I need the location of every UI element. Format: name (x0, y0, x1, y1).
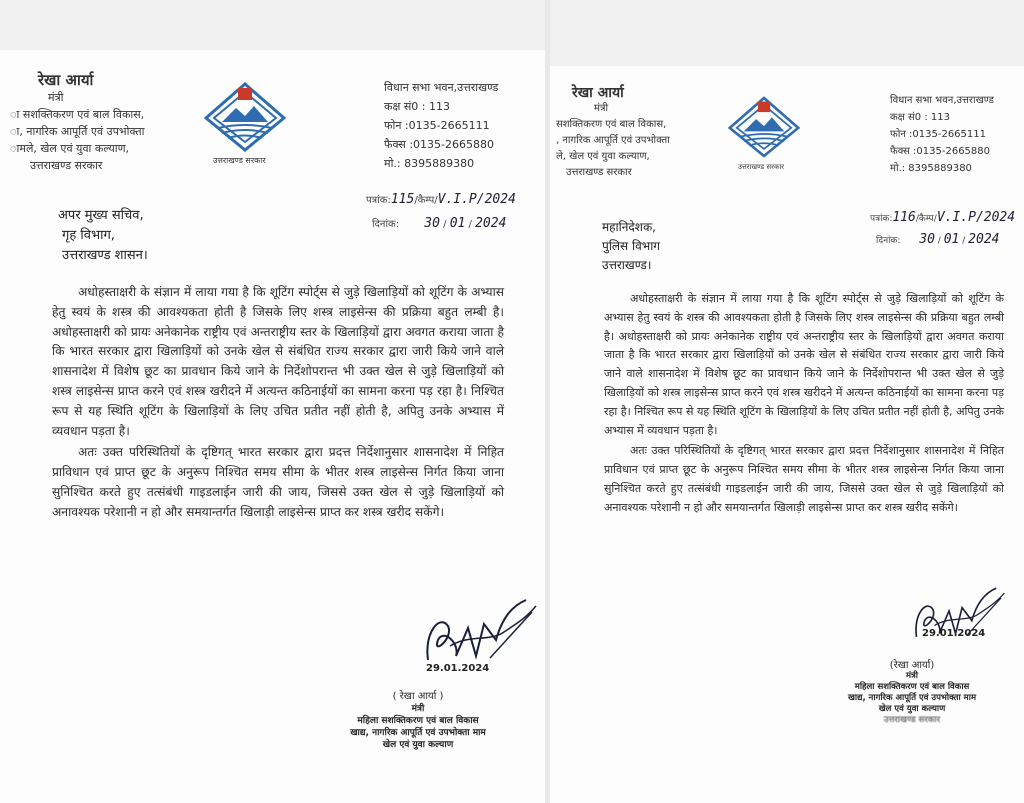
signatory-post: मंत्री (411, 704, 425, 714)
office-contact (384, 78, 498, 173)
signatory-line: खाद्य, नागरिक आपूर्ति एवं उपभोक्ता माम (847, 693, 977, 703)
reference-date: दिनांक: 30 / 01 / 2024 (372, 216, 507, 231)
office-contact (890, 92, 994, 177)
signatory-line: महिला सशक्तिकरण एवं बाल विकास (854, 682, 970, 692)
body-paragraph: अधोहस्ताक्षरी के संज्ञान में लाया गया है कि शूटिंग स्पोर्ट्स से जुड़े खिलाड़ियों को शूटिंग के अभ्यास हेतु स्वयं के शस्त्र की आवश्यकता होती है जिसके लिए शस्त्र लाइसेन्स की प्रक्रिया बहुत लम्बी है। अधोहस्ताक्षरी को प्रायः अनेकानेक राष्ट्रीय एवं अन्तराष्ट्रीय स्तर के खिलाड़ियों द्वारा अवगत कराया जाता है कि भारत सरकार द्वारा खिलाड़ियों को उनके खेल से संबंधित राज्य सरकार द्वारा जारी किये जाने वाले शासनादेश में विशेष छूट का प्रावधान किये जाने के निर्देशोपरान्त भी उक्त खेल से जुड़े खिलाड़ियों को शस्त्र लाइसेन्स प्राप्त करने एवं शस्त्र खरीदने में अत्यन्त कठिनाईयों का सामना करना पड़ रहा है। निश्चित रूप से यह स्थिति शूटिंग के खिलाड़ियों के लिए उचित प्रतीत नहीं होती है, अपितु उनके अभ्यास में व्यवधान पड़ता है। (52, 285, 504, 438)
reference-date: दिनांक: 30 / 01 / 2024 (876, 232, 1000, 247)
body-paragraph: अधोहस्ताक्षरी के संज्ञान में लाया गया है कि शूटिंग स्पोर्ट्स से जुड़े खिलाड़ियों को शूटिंग के अभ्यास हेतु स्वयं के शस्त्र की आवश्यकता होती है जिसके लिए शस्त्र लाइसेन्स की प्रक्रिया बहुत लम्बी है। अधोहस्ताक्षरी को प्रायः अनेकानेक राष्ट्रीय एवं अन्तराष्ट्रीय स्तर के खिलाड़ियों द्वारा अवगत कराया जाता है कि भारत सरकार द्वारा खिलाड़ियों को उनके खेल से संबंधित राज्य सरकार द्वारा जारी किये जाने वाले शासनादेश में विशेष छूट का प्रावधान किये जाने के निर्देशोपरान्त भी उक्त खेल से जुड़े खिलाड़ियों को शस्त्र लाइसेन्स प्राप्त करने एवं शस्त्र खरीदने में अत्यन्त कठिनाईयों का सामना करना पड़ रहा है। निश्चित रूप से यह स्थिति शूटिंग के खिलाड़ियों के लिए उचित प्रतीत नहीं होती है, अपितु उनके अभ्यास में व्यवधान पड़ता है। (604, 292, 1004, 437)
office-mobile: मो.: 8395889380 (890, 163, 972, 174)
photo-top-margin (550, 0, 1024, 66)
body-paragraph: अतः उक्त परिस्थितियों के दृष्टिगत् भारत सरकार द्वारा प्रदत्त निर्देशानुसार शासनादेश में निहित प्राविधान एवं प्राप्त छूट के अनुरूप निश्चित समय सीमा के भीतर शस्त्र लाइसेन्स निर्गत किया जाना सुनिश्चित करते हुए तत्संबंधी गाइडलाईन जारी की जाय, जिससे उक्त खेल से जुड़े खिलाड़ियों को अनावश्यक परेशानी न हो और समयान्तर्गत खिलाड़ी लाइसेन्स प्राप्त कर शस्त्र खरीद सकेंगे। (52, 445, 504, 519)
emblem-caption: उत्तराखण्ड सरकार (213, 156, 266, 165)
signatory-name: ( रेखा आर्या ) (392, 691, 444, 702)
signature-block (822, 660, 1002, 726)
minister-government: उत्तराखण्ड सरकार (566, 167, 632, 178)
office-phone: फोन :0135-2665111 (890, 129, 986, 140)
minister-portfolio-line: ले, खेल एवं युवा कल्याण, (556, 151, 650, 162)
signatory-post: मंत्री (906, 671, 918, 681)
office-mobile: मो.: 8395889380 (384, 157, 475, 170)
signatory-line: उत्तराखण्ड सरकार (883, 715, 941, 725)
addressee-block (602, 218, 660, 275)
minister-header (556, 85, 726, 181)
signatory-line: खेल एवं युवा कल्याण (878, 704, 946, 714)
minister-name: रेखा आर्या (572, 85, 624, 101)
office-fax: फैक्स :0135-2665880 (384, 138, 495, 151)
office-fax: फैक्स :0135-2665880 (890, 146, 991, 157)
photo-top-margin (0, 0, 545, 50)
letter-page-right (550, 0, 1024, 803)
minister-post: मंत्री (48, 91, 64, 104)
minister-portfolio-line: ा सशक्तिकरण एवं बाल विकास, (10, 108, 145, 121)
minister-portfolio-line: , नागरिक आपूर्ति एवं उपभोक्ता (556, 135, 670, 146)
minister-portfolio-line: सशक्तिकरण एवं बाल विकास, (556, 119, 667, 130)
addressee-line: महानिदेशक, (602, 220, 656, 234)
minister-post: मंत्री (594, 103, 609, 114)
minister-government: उत्तराखण्ड सरकार (30, 159, 103, 172)
signatory-name: (रेखा आर्या) (889, 660, 935, 671)
minister-portfolio-line: ामले, खेल एवं युवा कल्याण, (10, 142, 130, 155)
signature-image (910, 584, 1006, 654)
office-building: विधान सभा भवन,उत्तराखण्ड (384, 81, 499, 94)
office-room: कक्ष सं0 : 113 (384, 100, 450, 113)
addressee-line: अपर मुख्य सचिव, (58, 208, 144, 223)
office-room: कक्ष सं0 : 113 (890, 112, 950, 123)
addressee-line: पुलिस विभाग (602, 239, 661, 253)
letter-body (52, 283, 504, 523)
addressee-line: उत्तराखण्ड। (602, 258, 652, 272)
body-paragraph: अतः उक्त परिस्थितियों के दृष्टिगत् भारत सरकार द्वारा प्रदत्त निर्देशानुसार शासनादेश में निहित प्राविधान एवं प्राप्त छूट के अनुरूप निश्चित समय सीमा के भीतर शस्त्र लाइसेन्स निर्गत किया जाना सुनिश्चित करते हुए तत्संबंधी गाइडलाईन जारी की जाय, जिससे उक्त खेल से जुड़े खिलाड़ियों को अनावश्यक परेशानी न हो और समयान्तर्गत खिलाड़ी लाइसेन्स प्राप्त कर शस्त्र खरीद सकेंगे। (604, 444, 1004, 514)
addressee-block (58, 206, 148, 266)
signature-block (318, 691, 518, 751)
emblem-caption: उत्तराखण्ड सरकार (738, 163, 785, 171)
addressee-line: उत्तराखण्ड शासन। (62, 248, 148, 263)
signatory-line: खेल एवं युवा कल्याण (382, 740, 454, 750)
office-phone: फोन :0135-2665111 (384, 119, 490, 132)
minister-header (10, 72, 200, 174)
minister-name: रेखा आर्या (38, 71, 94, 89)
signature-date: 29.01.2024 (922, 628, 986, 639)
uttarakhand-emblem-icon (728, 96, 800, 158)
reference-number: पत्रांक:116/कैम्प/V.I.P/2024 (870, 210, 1016, 225)
office-building: विधान सभा भवन,उत्तराखण्ड (890, 95, 994, 106)
signature-date: 29.01.2024 (426, 663, 490, 674)
signatory-line: खाद्य, नागरिक आपूर्ति एवं उपभोक्ता माम (350, 728, 486, 738)
uttarakhand-emblem-icon (204, 82, 286, 152)
reference-number: पत्रांक:115/कैम्प/V.I.P/2024 (366, 192, 516, 207)
signatory-line: महिला सशक्तिकरण एवं बाल विकास (357, 716, 479, 726)
addressee-line: गृह विभाग, (62, 228, 115, 243)
letter-body (604, 290, 1004, 518)
minister-portfolio-line: ा, नागरिक आपूर्ति एवं उपभोक्ता (10, 125, 145, 138)
